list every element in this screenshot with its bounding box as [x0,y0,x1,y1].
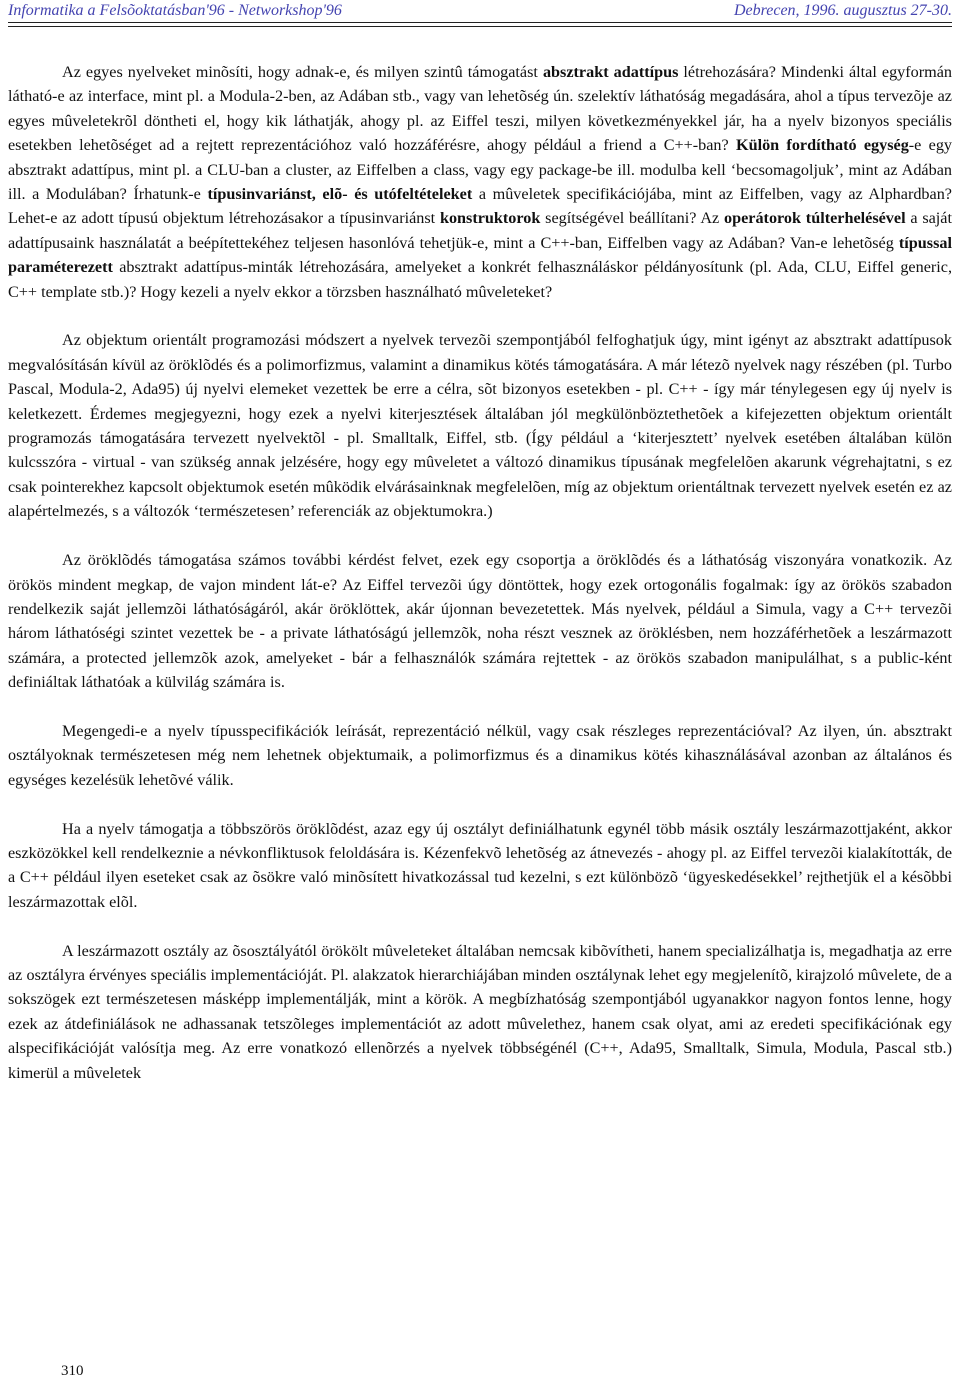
term-abstract-data-type: absztrakt adattípus [542,63,679,81]
paragraph-inheritance-visibility: Az öröklõdés támogatása számos további kérdést felvet, ezek egy csoportja a öröklõdés és a láthatóság viszonyára vonatkozik. Az örökös mindent megkap, de vajon mindent lát-e? Az Eiffel tervezõi úgy döntöttek, hogy ezek ortogonális fogalmak: így az örökös szabadon rendelkezik saját jellemzõi láthatóságáról, akár öröklöttek, akár újonnan bevezetettek. Más nyelvek, például a Simula, vagy a C++ tervezõi három láthatóségi szintet vezettek be - a private láthatóságú jellemzõk, noha részt vesznek az öröklésben, nem hozzáférhetõek a leszármazott számára, a protected jellemzõk azok, amelyeket - bár a felhasználók számára rejtettek - az örökös szabadon manipulálhat, s a public-ként definiáltak láthatóak a külvilág számára is. [8,551,952,692]
term-separate-compilation: Külön fordítható egység [735,136,909,155]
header-conference: Informatika a Felsõoktatásban'96 - Networkshop'96 [8,2,342,19]
term-operator-overloading: operátorok túlterhelésével [724,209,906,228]
paragraph-specialization: A leszármazott osztály az õsosztályától örökölt mûveleteket általában nemcsak kibõvítheti, hanem specializálhatja is, megadhatja az erre az osztályra érvényes speciális implementációját. Pl. alakzatok hierarchiájában minden osztálynak lehet egy megjelenítõ, kirajzoló mûvelete, de a sokszögek ezt természetesen másképp implementálják, mint a körök. A megbízhatóság szempontjából ugyanakkor nagyon fontos lenne, hogy ezek az átdefiniálások ne adhassanak tetszõleges implementációt az adott mûvelethez, hanem csak olyat, ami az eredeti specifikációnak egy alspecifikációját valósítja meg. Az erre vonatkozó ellenõrzés a nyelvek többségénél (C++, Ada95, Smalltalk, Simula, Modula, Pascal stb.) kimerül a mûveletek [8,941,952,1082]
paragraph-adt-support: Az egyes nyelveket minõsíti, hogy adnak-e, és milyen szintû támogatást absztrakt adattípus létrehozására? Mindenki által egyformán látható-e az interface, mint pl. a Modula-2-ben, az Adában stb., vagy van lehetõség ún. szelektív láthatóság megadására, ahol a típus tervezõje az egyes mûveletekrõl döntheti el, hogy kik láthatják, ahogy pl. az Eiffel teszi, milyen következményekkel jár, ha a nyelv bizonyos speciális esetekben lehetõséget ad a rejtett reprezentációhoz való hozzáférésre, ahogy például a friend a C++-ban? Külön fordítható egység-e egy absztrakt adattípus, mint pl. a CLU-ban a cluster, az Eiffelben a class, vagy egy package-be ill. modulba kell ‘becsomagoljuk’, mint az Adában ill. a Modulában? Írhatunk-e típusinvariánst, elõ- és utófeltételeket a mûveletek specifikációjába, mint az Eiffelben, vagy az Alphardban? Lehet-e az adott típusú objektum létrehozásakor a típusinvariánst konstruktorok segítségével beállítani? Az operátorok túlterhelésével a saját adattípusaink használatát a beépítettekéhez teljesen hasonlóvá tehetjük-e, mint a C++-ban, Eiffelben vagy az Adában? Van-e lehetõség típussal paraméterezett absztrakt adattípus-minták létrehozására, amelyeket a konkrét felhasználáskor példányosítunk (pl. Ada, CLU, Eiffel generic, C++ template stb.)? Hogy kezeli a nyelv ekkor a törzsben használható mûveleteket? [8,63,953,301]
body-text [8,60,952,1109]
running-header [8,0,952,28]
paragraph-abstract-classes: Megengedi-e a nyelv típusspecifikációk leírását, reprezentáció nélkül, vagy csak részleges reprezentációval? Az ilyen, ún. absztrakt osztályoknak természetesen még nem lehetnek objektumaik, a polimorfizmus és a dinamikus kötés kihasználásával azonban az általános és egységes kezelésük lehetõvé válik. [8,721,952,789]
paragraph-oop-support: Az objektum orientált programozási módszert a nyelvek tervezõi szempontjából felfoghatjuk úgy, mint igényt az absztrakt adattípusok megvalósításán kívül az öröklõdés és a polimorfizmus, valamint a dinamikus kötés támogatására. A már létezõ nyelvek nagy részében (pl. Turbo Pascal, Modula-2, Ada95) új nyelvi elemeket vezettek be erre a célra, sõt bizonyos esetekben - pl. C++ - így már ténylegesen egy új nyelv is keletkezett. Érdemes megjegyezni, hogy ezek a nyelvi kiterjesztések általában jól megkülönböztethetõek a kifejezetten objektum orientált programozás támogatására tervezett nyelvektõl - pl. Smalltalk, Eiffel, stb. (Így például a ‘kiterjesztett’ nyelvek esetében általában külön kulcsszóra - virtual - van szükség annak jelzésére, hogy egy mûveletet a változó dinamikus típusának megfelelõen akarunk végrehajtatni, s ez csak pointerekhez kapcsolt objektumok esetén mûködik elvárásainknak megfelelõen, míg az objektum orientáltnak tervezett nyelvek esetén ez az alapértelmezés, s a változók ‘természetesen’ referenciák az objektumokra.) [8,331,952,521]
paragraph-multiple-inheritance: Ha a nyelv támogatja a többszörös öröklõdést, azaz egy új osztályt definiálhatunk egynél több másik osztály leszármazottjaként, akkor eszközökkel kell rendelkeznie a névkonfliktusok feloldására is. Kézenfekvõ lehetõség az átnevezés - ahogy pl. az Eiffel tervezõi kialakították, de a C++ például ilyen eseteket csak az õsökre való minõsített hivatkozással tud kezelni, s ezt különbözõ ‘ügyeskedésekkel’ rejthetjük el a késõbbi leszármazottak elõl. [8,819,952,911]
header-rule [8,22,952,23]
page-number: 310 [61,1363,84,1379]
term-constructors: konstruktorok [439,209,541,228]
term-generics: típussal paraméterezett [8,233,952,277]
header-rule-thin [8,26,952,27]
header-location-date: Debrecen, 1996. augusztus 27-30. [733,2,952,19]
term-invariants: típusinvariánst, elõ- és utófeltételeket [207,185,473,204]
